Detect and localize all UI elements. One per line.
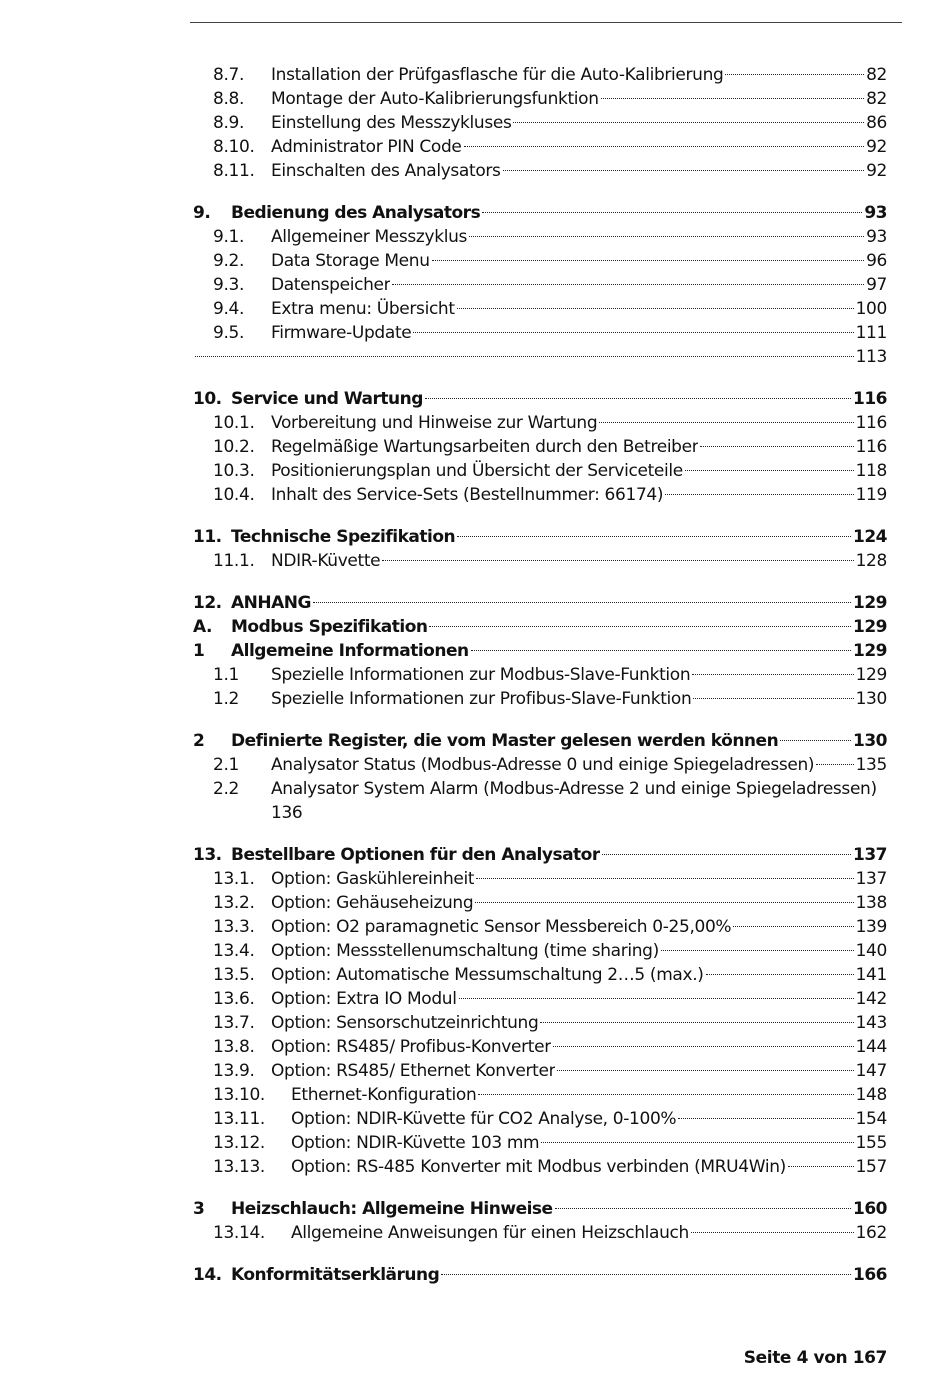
toc-section-entry[interactable] xyxy=(193,1131,887,1155)
header-rule xyxy=(190,22,902,23)
toc-entry-title: Option: O2 paramagnetic Sensor Messbereich 0-25,00% xyxy=(271,917,732,937)
toc-section-entry[interactable] xyxy=(193,345,887,369)
toc-chapter-entry[interactable] xyxy=(193,1197,887,1221)
toc-entry-page: 137 xyxy=(855,869,887,889)
toc-dot-leader xyxy=(478,1094,853,1095)
toc-entry-page: 129 xyxy=(853,617,887,637)
toc-dot-leader xyxy=(780,740,851,741)
toc-section-entry[interactable] xyxy=(193,963,887,987)
toc-entry-number: 8.9. xyxy=(213,113,245,133)
toc-entry-number: 9.5. xyxy=(213,323,245,343)
toc-dot-leader xyxy=(457,536,851,537)
toc-entry-title: Heizschlauch: Allgemeine Hinweise xyxy=(231,1199,553,1219)
toc-entry-title: Service und Wartung xyxy=(231,389,423,409)
toc-entry-number: 9.4. xyxy=(213,299,245,319)
toc-entry-page: 160 xyxy=(853,1199,887,1219)
toc-entry-title: Option: RS-485 Konverter mit Modbus verbinden (MRU4Win) xyxy=(291,1157,786,1177)
toc-entry-number: 13.13. xyxy=(213,1157,265,1177)
toc-entry-title: Option: Messstellenumschaltung (time sharing) xyxy=(271,941,659,961)
toc-section-gap xyxy=(193,507,887,525)
toc-entry-page: 155 xyxy=(855,1133,887,1153)
toc-entry-number: 9.1. xyxy=(213,227,245,247)
toc-dot-leader xyxy=(725,74,864,75)
toc-section-entry[interactable] xyxy=(193,1221,887,1245)
toc-entry-title: Analysator System Alarm (Modbus-Adresse 2 und einige Spiegeladressen) 136 xyxy=(271,779,877,823)
toc-section-entry[interactable] xyxy=(193,87,887,111)
toc-entry-title: Allgemeine Informationen xyxy=(231,641,469,661)
toc-entry-number: 9. xyxy=(193,203,211,223)
toc-entry-title: Ethernet-Konfiguration xyxy=(291,1085,477,1105)
toc-section-gap xyxy=(193,825,887,843)
toc-entry-number: 3 xyxy=(193,1199,205,1219)
toc-dot-leader xyxy=(432,260,864,261)
toc-entry-page: 92 xyxy=(866,161,887,181)
toc-dot-leader xyxy=(413,332,853,333)
toc-entry-title: Option: RS485/ Profibus-Konverter xyxy=(271,1037,551,1057)
toc-dot-leader xyxy=(692,674,853,675)
toc-entry-number: 11. xyxy=(193,527,222,547)
toc-entry-number: 13.4. xyxy=(213,941,255,961)
toc-entry-page: 82 xyxy=(866,65,887,85)
toc-section-entry[interactable] xyxy=(193,435,887,459)
toc-entry-page: 96 xyxy=(866,251,887,271)
toc-entry-title: Option: NDIR-Küvette 103 mm xyxy=(291,1133,540,1153)
toc-dot-leader xyxy=(464,146,865,147)
toc-entry-title: Einschalten des Analysators xyxy=(271,161,501,181)
toc-entry-title: Inhalt des Service-Sets (Bestellnummer: 66174) xyxy=(271,485,664,505)
toc-entry-number: 12. xyxy=(193,593,222,613)
toc-chapter-entry[interactable] xyxy=(193,591,887,615)
toc-entry-page: 148 xyxy=(855,1085,887,1105)
toc-entry-title: ANHANG xyxy=(231,593,311,613)
toc-entry-number: 13.2. xyxy=(213,893,255,913)
toc-section-gap xyxy=(193,1179,887,1197)
toc-entry-title: Option: RS485/ Ethernet Konverter xyxy=(271,1061,556,1081)
toc-dot-leader xyxy=(503,170,865,171)
toc-entry-page: 147 xyxy=(855,1061,887,1081)
toc-entry-title: Bestellbare Optionen für den Analysator xyxy=(231,845,600,865)
toc-section-entry[interactable] xyxy=(193,63,887,87)
toc-entry-number: 11.1. xyxy=(213,551,255,571)
toc-section-entry[interactable] xyxy=(193,891,887,915)
toc-dot-leader xyxy=(557,1070,853,1071)
toc-section-entry[interactable] xyxy=(193,915,887,939)
toc-entry-page: 140 xyxy=(855,941,887,961)
toc-entry-page: 97 xyxy=(866,275,887,295)
toc-entry-number: 10.3. xyxy=(213,461,255,481)
toc-entry-page: 111 xyxy=(855,323,887,343)
toc-section-entry[interactable] xyxy=(193,1083,887,1107)
toc-entry-number: 1.2 xyxy=(213,689,239,709)
toc-dot-leader xyxy=(601,98,864,99)
toc-entry-title: Positionierungsplan und Übersicht der Serviceteile xyxy=(271,461,683,481)
toc-entry-title: Option: Gaskühlereinheit xyxy=(271,869,475,889)
toc-dot-leader xyxy=(441,1274,851,1275)
toc-section-entry[interactable] xyxy=(193,939,887,963)
toc-entry-title: Option: Extra IO Modul xyxy=(271,989,457,1009)
toc-entry-number: 13.5. xyxy=(213,965,255,985)
toc-section-entry[interactable] xyxy=(193,549,887,573)
toc-section-entry[interactable] xyxy=(193,1107,887,1131)
toc-entry-title: Montage der Auto-Kalibrierungsfunktion xyxy=(271,89,599,109)
toc-entry-page: 100 xyxy=(855,299,887,319)
toc-entry-number: 13.8. xyxy=(213,1037,255,1057)
toc-dot-leader xyxy=(382,560,853,561)
toc-entry-number: 13.3. xyxy=(213,917,255,937)
toc-entry-number: 13.9. xyxy=(213,1061,255,1081)
toc-dot-leader xyxy=(816,764,853,765)
toc-dot-leader xyxy=(195,356,854,357)
toc-entry-page: 129 xyxy=(853,641,887,661)
toc-entry-page: 129 xyxy=(853,593,887,613)
toc-entry-number: 10. xyxy=(193,389,222,409)
toc-entry-title: Allgemeiner Messzyklus xyxy=(271,227,468,247)
toc-entry-page: 135 xyxy=(855,755,887,775)
toc-chapter-entry[interactable] xyxy=(193,615,887,639)
toc-entry-page: 137 xyxy=(853,845,887,865)
toc-section-entry[interactable] xyxy=(193,225,887,249)
toc-entry-page: 129 xyxy=(855,665,887,685)
toc-chapter-entry[interactable] xyxy=(193,1263,887,1287)
toc-entry-title: Konformitätserklärung xyxy=(231,1265,440,1285)
toc-dot-leader xyxy=(706,974,854,975)
toc-entry-number: 13. xyxy=(193,845,222,865)
toc-chapter-entry[interactable] xyxy=(193,639,887,663)
toc-entry-page: 116 xyxy=(853,389,887,409)
toc-dot-leader xyxy=(540,1022,853,1023)
toc-dot-leader xyxy=(661,950,854,951)
toc-section-gap xyxy=(193,369,887,387)
toc-dot-leader xyxy=(471,650,851,651)
toc-entry-title: Administrator PIN Code xyxy=(271,137,462,157)
toc-section-gap xyxy=(193,183,887,201)
toc-dot-leader xyxy=(429,626,851,627)
toc-entry-number: A. xyxy=(193,617,212,637)
toc-entry-page: 119 xyxy=(855,485,887,505)
toc-dot-leader xyxy=(599,422,853,423)
toc-entry-page: 144 xyxy=(855,1037,887,1057)
toc-entry-number: 9.2. xyxy=(213,251,245,271)
toc-section-entry[interactable] xyxy=(193,321,887,345)
toc-entry-page: 157 xyxy=(855,1157,887,1177)
toc-chapter-entry[interactable] xyxy=(193,387,887,411)
toc-chapter-entry[interactable] xyxy=(193,843,887,867)
toc-dot-leader xyxy=(513,122,864,123)
page-number-footer: Seite 4 von 167 xyxy=(743,1348,887,1368)
toc-chapter-entry[interactable] xyxy=(193,729,887,753)
toc-dot-leader xyxy=(553,1046,854,1047)
toc-entry-number: 1 xyxy=(193,641,205,661)
toc-entry-title: Option: Gehäuseheizung xyxy=(271,893,474,913)
toc-entry-title: Vorbereitung und Hinweise zur Wartung xyxy=(271,413,598,433)
toc-entry-number: 13.7. xyxy=(213,1013,255,1033)
toc-entry-title: Option: NDIR-Küvette für CO2 Analyse, 0-100% xyxy=(291,1109,677,1129)
toc-chapter-entry[interactable] xyxy=(193,525,887,549)
toc-section-entry[interactable] xyxy=(193,249,887,273)
toc-entry-page: 86 xyxy=(866,113,887,133)
toc-section-entry[interactable] xyxy=(193,867,887,891)
toc-entry-title: Spezielle Informationen zur Profibus-Slave-Funktion xyxy=(271,689,692,709)
toc-section-entry[interactable] xyxy=(193,663,887,687)
toc-entry-number: 8.8. xyxy=(213,89,245,109)
toc-dot-leader xyxy=(602,854,851,855)
toc-entry-page: 124 xyxy=(853,527,887,547)
toc-entry-number: 13.12. xyxy=(213,1133,265,1153)
toc-section-gap xyxy=(193,1245,887,1263)
toc-dot-leader xyxy=(691,1232,854,1233)
toc-entry-number: 8.11. xyxy=(213,161,255,181)
toc-entry-page: 166 xyxy=(853,1265,887,1285)
toc-entry-title: Data Storage Menu xyxy=(271,251,430,271)
table-of-contents xyxy=(193,63,887,1287)
toc-entry-number: 1.1 xyxy=(213,665,239,685)
toc-dot-leader xyxy=(482,212,862,213)
toc-entry-title: Firmware-Update xyxy=(271,323,412,343)
toc-entry-number: 2 xyxy=(193,731,205,751)
toc-entry-page: 93 xyxy=(864,203,887,223)
toc-dot-leader xyxy=(665,494,853,495)
toc-entry-page: 92 xyxy=(866,137,887,157)
toc-entry-page: 128 xyxy=(855,551,887,571)
toc-entry-page: 118 xyxy=(855,461,887,481)
toc-entry-number: 13.14. xyxy=(213,1223,265,1243)
toc-section-entry[interactable] xyxy=(193,753,887,777)
toc-entry-number: 10.2. xyxy=(213,437,255,457)
toc-entry-page: 154 xyxy=(855,1109,887,1129)
toc-chapter-entry[interactable] xyxy=(193,201,887,225)
toc-entry-title: Option: Automatische Messumschaltung 2…5 (max.) xyxy=(271,965,704,985)
toc-section-entry[interactable] xyxy=(193,159,887,183)
toc-section-gap xyxy=(193,711,887,729)
toc-section-entry[interactable] xyxy=(193,459,887,483)
toc-section-entry[interactable] xyxy=(193,1155,887,1179)
toc-section-entry[interactable] xyxy=(193,111,887,135)
toc-entry-number: 13.10. xyxy=(213,1085,265,1105)
toc-entry-page: 142 xyxy=(855,989,887,1009)
toc-entry-page: 82 xyxy=(866,89,887,109)
toc-section-entry[interactable] xyxy=(193,987,887,1011)
toc-section-entry[interactable] xyxy=(193,273,887,297)
toc-dot-leader xyxy=(555,1208,851,1209)
toc-section-gap xyxy=(193,573,887,591)
toc-entry-title: Modbus Spezifikation xyxy=(231,617,428,637)
toc-dot-leader xyxy=(678,1118,853,1119)
toc-section-entry[interactable] xyxy=(193,1035,887,1059)
toc-entry-title: Regelmäßige Wartungsarbeiten durch den Betreiber xyxy=(271,437,699,457)
toc-entry-title: Bedienung des Analysators xyxy=(231,203,481,223)
toc-entry-number: 9.3. xyxy=(213,275,245,295)
toc-entry-title: Definierte Register, die vom Master gelesen werden können xyxy=(231,731,779,751)
toc-entry-number: 14. xyxy=(193,1265,222,1285)
toc-entry-number: 8.7. xyxy=(213,65,245,85)
toc-section-entry[interactable] xyxy=(193,483,887,507)
toc-entry-title: Spezielle Informationen zur Modbus-Slave-Funktion xyxy=(271,665,691,685)
toc-section-entry[interactable] xyxy=(193,777,887,825)
toc-entry-title: Datenspeicher xyxy=(271,275,391,295)
toc-entry-title: Technische Spezifikation xyxy=(231,527,456,547)
toc-entry-page: 93 xyxy=(866,227,887,247)
toc-entry-page: 116 xyxy=(855,437,887,457)
toc-dot-leader xyxy=(425,398,851,399)
toc-entry-number: 10.4. xyxy=(213,485,255,505)
toc-section-entry[interactable] xyxy=(193,411,887,435)
toc-entry-title: Analysator Status (Modbus-Adresse 0 und einige Spiegeladressen) xyxy=(271,755,815,775)
toc-entry-title: Einstellung des Messzykluses xyxy=(271,113,512,133)
toc-section-entry[interactable] xyxy=(193,1059,887,1083)
toc-entry-page: 116 xyxy=(855,413,887,433)
toc-entry-page: 130 xyxy=(855,689,887,709)
toc-entry-page: 138 xyxy=(855,893,887,913)
toc-entry-number: 8.10. xyxy=(213,137,255,157)
toc-entry-page: 141 xyxy=(855,965,887,985)
toc-entry-title: Extra menu: Übersicht xyxy=(271,299,455,319)
toc-dot-leader xyxy=(392,284,864,285)
toc-entry-page: 113 xyxy=(855,347,887,367)
toc-dot-leader xyxy=(733,926,853,927)
toc-entry-number: 10.1. xyxy=(213,413,255,433)
toc-entry-page: 139 xyxy=(855,917,887,937)
toc-entry-number: 2.2 xyxy=(213,779,239,799)
toc-section-entry[interactable] xyxy=(193,1011,887,1035)
toc-section-entry[interactable] xyxy=(193,687,887,711)
toc-dot-leader xyxy=(685,470,854,471)
toc-entry-number: 2.1 xyxy=(213,755,239,775)
toc-entry-page: 162 xyxy=(855,1223,887,1243)
toc-dot-leader xyxy=(469,236,864,237)
toc-dot-leader xyxy=(700,446,853,447)
toc-dot-leader xyxy=(457,308,854,309)
toc-entry-title: Allgemeine Anweisungen für einen Heizschlauch xyxy=(291,1223,689,1243)
toc-section-entry[interactable] xyxy=(193,297,887,321)
toc-dot-leader xyxy=(788,1166,854,1167)
toc-entry-title: NDIR-Küvette xyxy=(271,551,381,571)
toc-entry-page: 130 xyxy=(853,731,887,751)
toc-entry-title: Option: Sensorschutzeinrichtung xyxy=(271,1013,539,1033)
toc-entry-title: Installation der Prüfgasflasche für die Auto-Kalibrierung xyxy=(271,65,724,85)
toc-dot-leader xyxy=(693,698,853,699)
toc-dot-leader xyxy=(476,878,853,879)
toc-dot-leader xyxy=(541,1142,853,1143)
toc-entry-number: 13.1. xyxy=(213,869,255,889)
toc-entry-page: 143 xyxy=(855,1013,887,1033)
toc-dot-leader xyxy=(459,998,854,999)
toc-entry-number: 13.6. xyxy=(213,989,255,1009)
toc-dot-leader xyxy=(475,902,853,903)
toc-entry-number: 13.11. xyxy=(213,1109,265,1129)
toc-dot-leader xyxy=(313,602,851,603)
toc-section-entry[interactable] xyxy=(193,135,887,159)
